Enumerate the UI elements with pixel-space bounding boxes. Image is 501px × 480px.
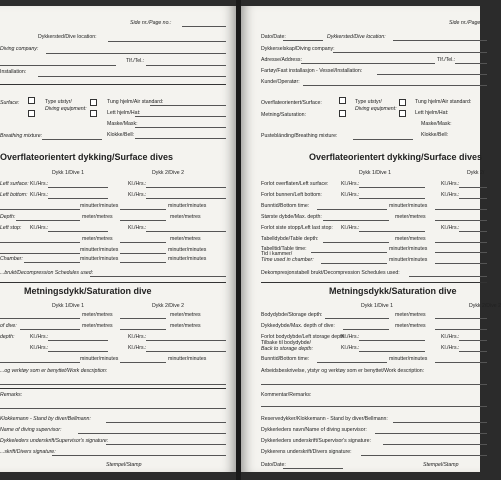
r-back-storage-label-2: Back to storage depth: xyxy=(261,346,313,352)
decompression-field[interactable] xyxy=(90,276,226,277)
r-left-surface-dive1-field[interactable] xyxy=(359,187,425,188)
of-dive-label: of dive: xyxy=(0,323,17,329)
right-tel-label: Tlf./Tel.: xyxy=(437,57,456,63)
vessel-label: Fartøy/Fast installasjon - Vessel/Installation: xyxy=(261,68,363,74)
r-time-in-chamber-label: Tid i kammer/ xyxy=(261,251,293,257)
r-left-storage-dive1-field[interactable] xyxy=(359,340,425,341)
storage-depth-dive1-field[interactable] xyxy=(0,318,80,319)
r-table-depth-label: Tabelldybde/Table depth: xyxy=(261,236,319,242)
right-surface-dives-heading-text: Overflateorientert dykking/Surface dives xyxy=(309,152,483,162)
min-unit-4: minutter/minutes xyxy=(168,247,207,253)
tel-row xyxy=(0,58,226,68)
mask-label: Maske/Mask: xyxy=(107,121,138,127)
min-unit-8: minutter/minutes xyxy=(168,356,207,362)
right-surface-dives-heading xyxy=(309,152,482,162)
r-comments-line-1[interactable] xyxy=(261,406,487,407)
tel-label: Tlf./Tel.: xyxy=(126,58,145,64)
kl-hrs-6: Kl./Hrs.: xyxy=(128,225,147,231)
r-table-time-label: Tabelltid/Table time: xyxy=(261,246,307,252)
r-work-description-label: Arbeidsbeskrivelse, ytstyr og verktøy som er benyttet/Work description: xyxy=(261,368,425,374)
r-kl-hrs-9: Kl./Hrs.: xyxy=(341,345,360,351)
min-unit-5: minutter/minutes xyxy=(80,256,119,262)
r-max-depth-dive2-field[interactable] xyxy=(435,220,487,221)
r-back-storage-label-1: Tilbake til bodydybde/ xyxy=(261,340,311,346)
min-unit-6: minutter/minutes xyxy=(168,256,207,262)
r-work-description-line-1[interactable] xyxy=(261,384,487,385)
saturation-checkbox[interactable] xyxy=(28,110,35,117)
r-table-depth-dive2-field[interactable] xyxy=(435,242,487,243)
surface-orientation-label: Overflateorientert/Surface: xyxy=(261,100,322,106)
back-storage-dive1-field[interactable] xyxy=(48,351,108,352)
r-back-storage-dive1-field[interactable] xyxy=(359,351,425,352)
r-meter-unit-2: meter/metres xyxy=(395,236,426,242)
right-helmet-label: Tung hjelm/Air standard: xyxy=(415,99,472,105)
r-supervisor-sig-label: Dykkerleders underskrift/Supervisor's signature: xyxy=(261,438,371,444)
address-field[interactable] xyxy=(0,65,116,66)
dive-location-field[interactable] xyxy=(108,41,226,42)
r-kl-hrs-3: Kl./Hrs.: xyxy=(341,192,360,198)
r-max-depth-label: Største dybde/Max. depth: xyxy=(261,214,322,220)
r-max-depth-dive-label: Dykkedybde/Max. depth of dive: xyxy=(261,323,335,329)
right-breathing-mixture-label: Pustebländing/Breathing mixture: xyxy=(261,133,338,139)
light-helmet-field[interactable] xyxy=(135,116,226,117)
r-min-unit-4: minutter/minutes xyxy=(389,356,428,362)
remarks-line-1[interactable] xyxy=(0,408,226,409)
r-stamp-label: Stempel/Stamp xyxy=(423,462,459,468)
diving-company-field[interactable] xyxy=(46,53,226,54)
r-supervisor-name-label: Dykkerleders navn/Name of diving supervisor: xyxy=(261,427,367,433)
left-storage-dive1-field[interactable] xyxy=(48,340,108,341)
r-decompression-field[interactable] xyxy=(409,276,487,277)
helmet-label: Tung hjelm/Air standard: xyxy=(107,99,164,105)
left-bottom-label: Left bottom: xyxy=(0,192,28,198)
address-label: Adresse/Address: xyxy=(261,57,302,63)
r-kl-hrs-4: Kl./Hrs.: xyxy=(441,192,460,198)
r-left-bottom-label: Forlot bunnen/Left bottom: xyxy=(261,192,322,198)
surface-label: Surface: xyxy=(0,100,20,106)
page-number-label: Side nr./Page no.: xyxy=(130,20,172,26)
sat-dive1-header: Dykk 1/Dive 1 xyxy=(52,303,84,309)
meter-unit-2: meter/metres xyxy=(170,214,201,220)
kl-hrs-3: Kl./Hrs.: xyxy=(30,192,49,198)
decompression-label: ...brukt/Decompression Schedules used: xyxy=(0,270,94,276)
r-left-surface-dive2-field[interactable] xyxy=(459,187,487,188)
dive2-header: Dykk 2/Dive 2 xyxy=(152,170,184,176)
date-label: Dato/Date: xyxy=(261,34,286,40)
r-decompression-label: Dekompresjonstabell brukt/Decompression Schedules used: xyxy=(261,270,400,276)
sat-bottom-time-dive1-field[interactable] xyxy=(0,362,80,363)
client-label: Kunde/Operatør: xyxy=(261,79,300,85)
depth-dive2-field[interactable] xyxy=(120,220,166,221)
min-unit-2: minutter/minutes xyxy=(168,203,207,209)
r-divers-sig-label: Dykkerens underskrift/Divers signature: xyxy=(261,449,352,455)
r-kl-hrs-5: Kl./Hrs.: xyxy=(341,225,360,231)
supervisor-name-label: Name of diving supervisor: xyxy=(0,427,62,433)
r-section-divider xyxy=(261,282,487,283)
r-kl-hrs-2: Kl./Hrs.: xyxy=(441,181,460,187)
supervisor-sig-field[interactable] xyxy=(106,444,226,445)
work-description-label: ...og verktøy som er benyttet/Work description: xyxy=(0,368,108,374)
r-sat-dive2-header: Dykk 2/Dive 2 xyxy=(469,303,501,309)
breathing-mixture-field[interactable] xyxy=(42,139,102,140)
chamber-dive2-field[interactable] xyxy=(120,262,166,263)
r-kl-hrs-7: Kl./Hrs.: xyxy=(341,334,360,340)
bottom-time-dive2-field[interactable] xyxy=(120,209,166,210)
remarks-label: Remarks: xyxy=(0,392,23,398)
left-surface-dive2-field[interactable] xyxy=(146,187,226,188)
supervisor-name-field[interactable] xyxy=(78,433,226,434)
r-min-unit-3: minutter/minutes xyxy=(389,257,428,263)
surface-checkbox[interactable] xyxy=(28,97,35,104)
kl-hrs-10: Kl./Hrs.: xyxy=(128,345,147,351)
r-sat-bottom-time-dive2-field[interactable] xyxy=(435,362,487,363)
r-back-storage-dive2-field[interactable] xyxy=(459,351,487,352)
left-storage-dive2-field[interactable] xyxy=(146,340,226,341)
section-divider-2 xyxy=(0,282,226,283)
divers-sig-field[interactable] xyxy=(52,455,226,456)
supervisor-sig-label: Dykkeleders underskrift/Supervisor's signature: xyxy=(0,438,109,444)
company-field[interactable] xyxy=(333,52,487,53)
diving-company-row xyxy=(0,46,226,56)
left-surface-dive1-field[interactable] xyxy=(48,187,108,188)
right-page xyxy=(241,6,501,472)
company-label: Dykkerselskap/Diving company: xyxy=(261,46,335,52)
r-table-time-dive2-field[interactable] xyxy=(435,252,487,253)
r-left-stop-dive2-field[interactable] xyxy=(459,231,487,232)
kl-hrs-2: Kl./Hrs.: xyxy=(128,181,147,187)
r-standby-label: Reservedykker/Klokkemann - Stand by diver/Bellmann: xyxy=(261,416,388,422)
meter-unit-5: meter/metres xyxy=(82,312,113,318)
r-standby-field[interactable] xyxy=(393,422,487,423)
saturation-dive-heading xyxy=(24,286,152,296)
r-bottom-time-dive2-field[interactable] xyxy=(435,209,487,210)
r-max-depth-dive-dive1-field[interactable] xyxy=(343,329,389,330)
r-kl-hrs-8: Kl./Hrs.: xyxy=(441,334,460,340)
r-date2-field[interactable] xyxy=(283,468,343,469)
r-storage-depth-dive2-field[interactable] xyxy=(435,318,487,319)
table-depth-dive1-field[interactable] xyxy=(0,242,80,243)
tel-field[interactable] xyxy=(146,65,226,66)
r-kl-hrs-6: Kl./Hrs.: xyxy=(441,225,460,231)
r-min-unit-2: minutter/minutes xyxy=(389,246,428,252)
surface-dives-heading-text: Overflateorientert dykking/Surface dives xyxy=(0,152,174,162)
r-supervisor-name-field[interactable] xyxy=(375,433,487,434)
right-equipment-checkbox-2[interactable] xyxy=(399,110,406,117)
storage-depth-dive2-field[interactable] xyxy=(120,318,166,319)
dive-location-label: Dykkersted/Dive location: xyxy=(38,34,97,40)
right-page-number-label: Side nr./Page xyxy=(449,20,481,26)
max-depth-dive2-field[interactable] xyxy=(120,329,166,330)
sat-dive2-header: Dykk 2/Dive 2 xyxy=(152,303,184,309)
r-max-depth-dive-dive2-field[interactable] xyxy=(435,329,487,330)
r-left-bottom-dive1-field[interactable] xyxy=(359,198,425,199)
sat-bottom-time-dive2-field[interactable] xyxy=(120,362,166,363)
r-meter-unit-3: meter/metres xyxy=(395,312,426,318)
r-supervisor-sig-field[interactable] xyxy=(383,444,487,445)
r-date2-label: Dato/Date: xyxy=(261,462,286,468)
r-sat-bottom-time-label: Bunntid/Bottom time: xyxy=(261,356,310,362)
right-tel-field[interactable] xyxy=(455,63,487,64)
r-bottom-time-label: Bunntid/Bottom time: xyxy=(261,203,310,209)
diving-company-label: Diving company: xyxy=(0,46,39,52)
right-mask-label: Maske/Mask: xyxy=(421,121,452,127)
saturation-dive-heading-text: Metningsdykk/Saturation dive xyxy=(24,286,152,296)
page-number-line xyxy=(182,26,226,27)
r-left-bottom-dive2-field[interactable] xyxy=(459,198,487,199)
r-kl-hrs-1: Kl./Hrs.: xyxy=(341,181,360,187)
kl-hrs-4: Kl./Hrs.: xyxy=(128,192,147,198)
chamber-dive1-field[interactable] xyxy=(24,262,80,263)
date-field[interactable] xyxy=(283,40,323,41)
r-storage-depth-label: Bodydybde/Storage depth: xyxy=(261,312,323,318)
equipment-checkbox-2[interactable] xyxy=(90,110,97,117)
right-address-field[interactable] xyxy=(301,63,435,64)
kl-hrs-8: Kl./Hrs.: xyxy=(128,334,147,340)
light-helmet-label: Lett hjelm/Hat: xyxy=(107,110,141,116)
r-meter-unit-1: meter/metres xyxy=(395,214,426,220)
left-stop-dive2-field[interactable] xyxy=(146,231,226,232)
meter-unit-3: meter/metres xyxy=(82,236,113,242)
max-depth-dive1-field[interactable] xyxy=(20,329,80,330)
min-unit-7: minutter/minutes xyxy=(80,356,119,362)
right-bell-label: Klokke/Bell: xyxy=(421,132,449,138)
right-dive2-header: Dykk 2/ xyxy=(467,170,485,176)
bell-label: Klokke/Bell: xyxy=(107,132,135,138)
r-sat-bottom-time-dive1-field[interactable] xyxy=(317,362,387,363)
r-table-time-dive1-field[interactable] xyxy=(311,252,387,253)
r-saturation-dive-heading xyxy=(329,286,457,296)
meter-unit-7: meter/metres xyxy=(82,323,113,329)
kl-hrs-7: Kl./Hrs.: xyxy=(30,334,49,340)
meter-unit-8: meter/metres xyxy=(170,323,201,329)
min-unit-1: minutter/minutes xyxy=(80,203,119,209)
kl-hrs-9: Kl./Hrs.: xyxy=(30,345,49,351)
r-max-depth-dive1-field[interactable] xyxy=(323,220,389,221)
left-surface-label: Left surface: xyxy=(0,181,29,187)
right-dive-location-label: Dykkersted/Dive location: xyxy=(327,34,386,40)
table-depth-dive2-field[interactable] xyxy=(120,242,166,243)
dive-location-row xyxy=(0,34,226,44)
work-description-line-1[interactable] xyxy=(0,384,226,385)
right-dive-location-field[interactable] xyxy=(393,40,487,41)
r-kl-hrs-10: Kl./Hrs.: xyxy=(441,345,460,351)
min-unit-3: minutter/minutes xyxy=(80,247,119,253)
section-divider xyxy=(0,84,226,85)
r-comments-label: Kommentar/Remarks: xyxy=(261,392,312,398)
kl-hrs-5: Kl./Hrs.: xyxy=(30,225,49,231)
standby-label: Klokkemann - Stand by diver/Bellmann: xyxy=(0,416,91,422)
section-divider-3 xyxy=(0,388,226,389)
r-saturation-dive-heading-text: Metningsdykk/Saturation dive xyxy=(329,286,457,296)
r-divers-sig-field[interactable] xyxy=(361,455,487,456)
r-meter-unit-4: meter/metres xyxy=(395,323,426,329)
r-left-stop-label: Forlot siste stopp/Left last stop: xyxy=(261,225,333,231)
right-dive1-header: Dykk 1/Dive 1 xyxy=(359,170,391,176)
left-bottom-dive1-field[interactable] xyxy=(48,198,108,199)
left-stop-dive1-field[interactable] xyxy=(48,231,108,232)
equipment-checkbox-1[interactable] xyxy=(90,99,97,106)
client-field[interactable] xyxy=(303,85,487,86)
chamber-label: Chamber: xyxy=(0,256,23,262)
r-left-storage-dive2-field[interactable] xyxy=(459,340,487,341)
mask-field[interactable] xyxy=(135,127,226,128)
r-table-depth-dive1-field[interactable] xyxy=(323,242,389,243)
installation-label: Installation: xyxy=(0,69,27,75)
breathing-mixture-label: Breathing mixture: xyxy=(0,133,43,139)
table-time-dive2-field[interactable] xyxy=(120,253,166,254)
bottom-time-dive1-field[interactable] xyxy=(0,209,80,210)
r-chamber-dive2-field[interactable] xyxy=(435,263,487,264)
surface-dives-heading xyxy=(0,152,173,162)
type-equipment-label: Type utstyr/ xyxy=(45,99,72,105)
installation-row xyxy=(0,69,226,79)
left-page xyxy=(0,6,236,472)
helmet-field[interactable] xyxy=(150,105,226,106)
right-equipment-checkbox-1[interactable] xyxy=(399,99,406,106)
r-storage-depth-dive1-field[interactable] xyxy=(325,318,389,319)
r-left-stop-dive1-field[interactable] xyxy=(359,231,425,232)
saturation-label: Metning/Saturation: xyxy=(261,112,306,118)
right-diving-equipment-label: Diving equipment: xyxy=(355,106,397,112)
r-chamber-dive1-field[interactable] xyxy=(321,263,387,264)
right-breathing-mixture-field[interactable] xyxy=(353,139,413,140)
right-type-equipment-label: Type utstyr/ xyxy=(355,99,382,105)
dive1-header: Dykk 1/Dive 1 xyxy=(52,170,84,176)
meter-unit-4: meter/metres xyxy=(170,236,201,242)
r-bottom-time-dive1-field[interactable] xyxy=(317,209,387,210)
r-left-storage-label: Forlot bodydybde/Left storage depth: xyxy=(261,334,346,340)
standby-field[interactable] xyxy=(106,422,226,423)
depth2-label: depth: xyxy=(0,334,15,340)
back-storage-dive2-field[interactable] xyxy=(146,351,226,352)
table-time-dive1-field[interactable] xyxy=(0,253,80,254)
bell-field[interactable] xyxy=(135,138,226,139)
right-saturation-checkbox[interactable] xyxy=(339,110,346,117)
vessel-field[interactable] xyxy=(377,74,487,75)
diving-equipment-label: Diving equipment: xyxy=(45,106,87,112)
r-min-unit-1: minutter/minutes xyxy=(389,203,428,209)
r-time-in-chamber-label-2: Time used in chamber: xyxy=(261,257,314,263)
r-sat-dive1-header: Dykk 1/Dive 1 xyxy=(361,303,393,309)
stamp-label: Stempel/Stamp xyxy=(106,462,142,468)
left-bottom-dive2-field[interactable] xyxy=(146,198,226,199)
depth-label: Depth: xyxy=(0,214,16,220)
divers-sig-label: ...skrift/Divers signature: xyxy=(0,449,56,455)
meter-unit-1: meter/metres xyxy=(82,214,113,220)
r-left-surface-label: Forlot overflaten/Left surface: xyxy=(261,181,329,187)
depth-dive1-field[interactable] xyxy=(16,220,80,221)
kl-hrs-1: Kl./Hrs.: xyxy=(30,181,49,187)
right-light-helmet-label: Lett hjelm/Hat: xyxy=(415,110,449,116)
meter-unit-6: meter/metres xyxy=(170,312,201,318)
left-stop-label: Left stop: xyxy=(0,225,22,231)
installation-field[interactable] xyxy=(38,76,226,77)
surface-orientation-checkbox[interactable] xyxy=(339,97,346,104)
